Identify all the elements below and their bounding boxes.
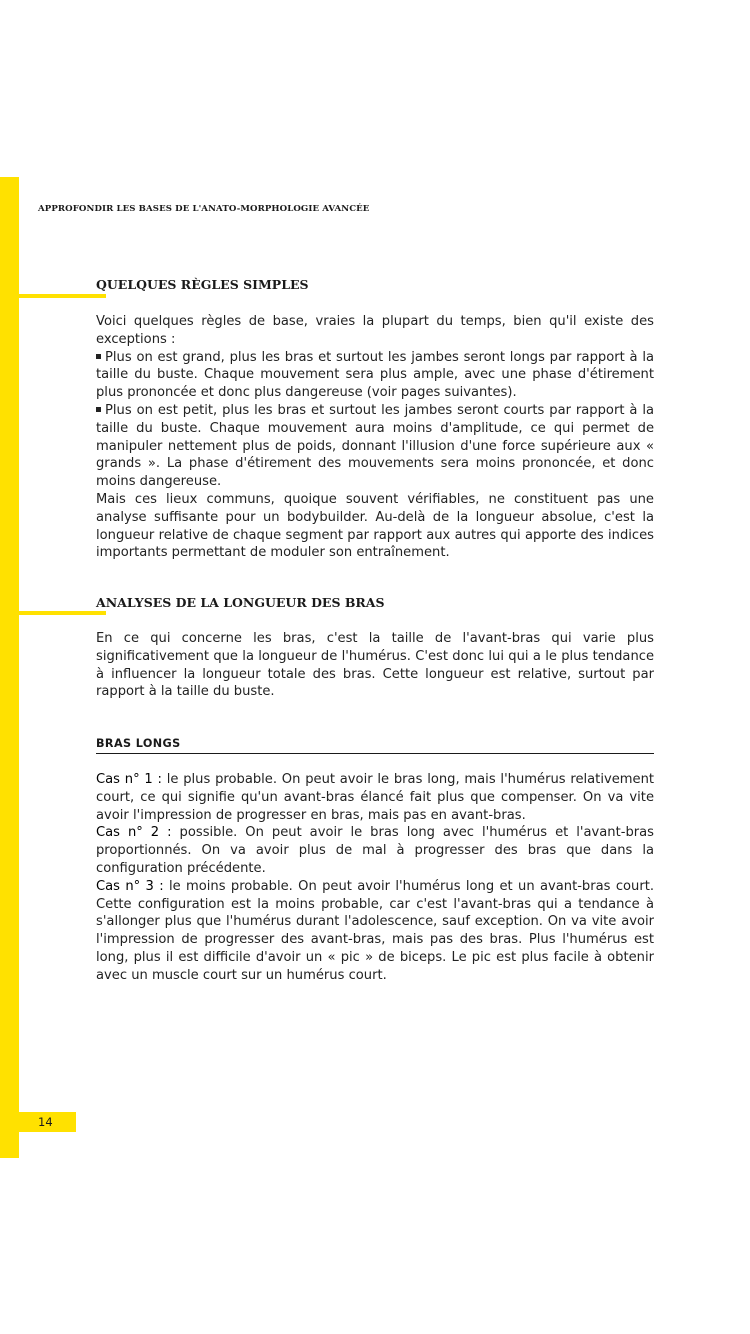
- cas-text: le plus probable. On peut avoir le bras long, mais l'humérus relativement court, ce qui signifie qu'un avant-bras élancé fait plus que compenser. On va vite avoir l'impression de progresser en bras, mais pas en avant-bras.: [96, 772, 654, 823]
- bullet-item: [96, 402, 654, 491]
- cas-label: Cas n° 2 :: [96, 825, 172, 841]
- cas-text: possible. On peut avoir le bras long avec l'humérus et l'avant-bras proportionnés. On va avoir plus de mal à progresser des bras que dans la configuration précédente.: [96, 825, 654, 876]
- section-body-regles: [96, 313, 654, 562]
- section-title-regles: QUELQUES RÈGLES SIMPLES: [96, 277, 309, 292]
- bullet-icon: [96, 354, 101, 359]
- cas-item: [96, 771, 654, 824]
- bullet-text: Plus on est grand, plus les bras et surtout les jambes seront longs par rapport à la taille du buste. Chaque mouvement sera plus ample, avec une phase d'étirement plus prononcée et donc plus dangereuse (voir pages suivantes).: [96, 349, 654, 401]
- page-number: 14: [38, 1115, 53, 1129]
- cas-label: Cas n° 1 :: [96, 772, 162, 787]
- section-rule-regles: [19, 294, 106, 298]
- cas-item: [96, 878, 654, 985]
- intro-paragraph: Voici quelques règles de base, vraies la plupart du temps, bien qu'il existe des exceptions :: [96, 314, 654, 347]
- bullet-item: [96, 349, 654, 402]
- section-rule-analyses: [19, 611, 106, 615]
- bullet-icon: [96, 407, 101, 412]
- running-head: APPROFONDIR LES BASES DE L'ANATO-MORPHOLOGIE AVANCÉE: [38, 204, 370, 214]
- subsection-rule: [96, 753, 654, 754]
- section-title-analyses: ANALYSES DE LA LONGUEUR DES BRAS: [96, 595, 385, 610]
- cas-text: le moins probable. On peut avoir l'humérus long et un avant-bras court. Cette configuration est la moins probable, car c'est l'avant-bras qui a tendance à s'allonger plus que l'humérus durant l'adolescence, sauf exception. On va vite avoir l'impression de progresser des avant-bras, mais pas des bras. Plus l'humérus est long, plus il est difficile d'avoir un « pic » de biceps. Le pic est plus facile à obtenir avec un muscle court sur un humérus court.: [96, 878, 655, 983]
- section-body-analyses: [96, 630, 654, 701]
- subsection-title-bras-longs: BRAS LONGS: [96, 737, 181, 750]
- analyses-paragraph: En ce qui concerne les bras, c'est la taille de l'avant-bras qui varie plus significativement que la longueur de l'humérus. C'est donc lui qui a le plus tendance à influencer la longueur totale des bras. Cette longueur est relative, surtout par rapport à la taille du buste.: [96, 631, 654, 700]
- yellow-side-bar: [0, 177, 19, 1158]
- section-body-bras-longs: [96, 771, 654, 985]
- cas-item: [96, 824, 654, 877]
- cas-label: Cas n° 3 :: [96, 878, 164, 894]
- bullet-text: Plus on est petit, plus les bras et surtout les jambes seront courts par rapport à la taille du buste. Chaque mouvement aura moins d'amplitude, ce qui permet de manipuler nettement plus de poids, donnant l'illusion d'une force supérieure aux « grands ». La phase d'étirement des mouvements sera moins prononcée, et donc moins dangereuse.: [96, 402, 654, 490]
- closing-paragraph: Mais ces lieux communs, quoique souvent vérifiables, ne constituent pas une analyse suffisante pour un bodybuilder. Au-delà de la longueur absolue, c'est la longueur relative de chaque segment par rapport aux autres qui apporte des indices importants permettant de moduler son entraînement.: [96, 491, 654, 561]
